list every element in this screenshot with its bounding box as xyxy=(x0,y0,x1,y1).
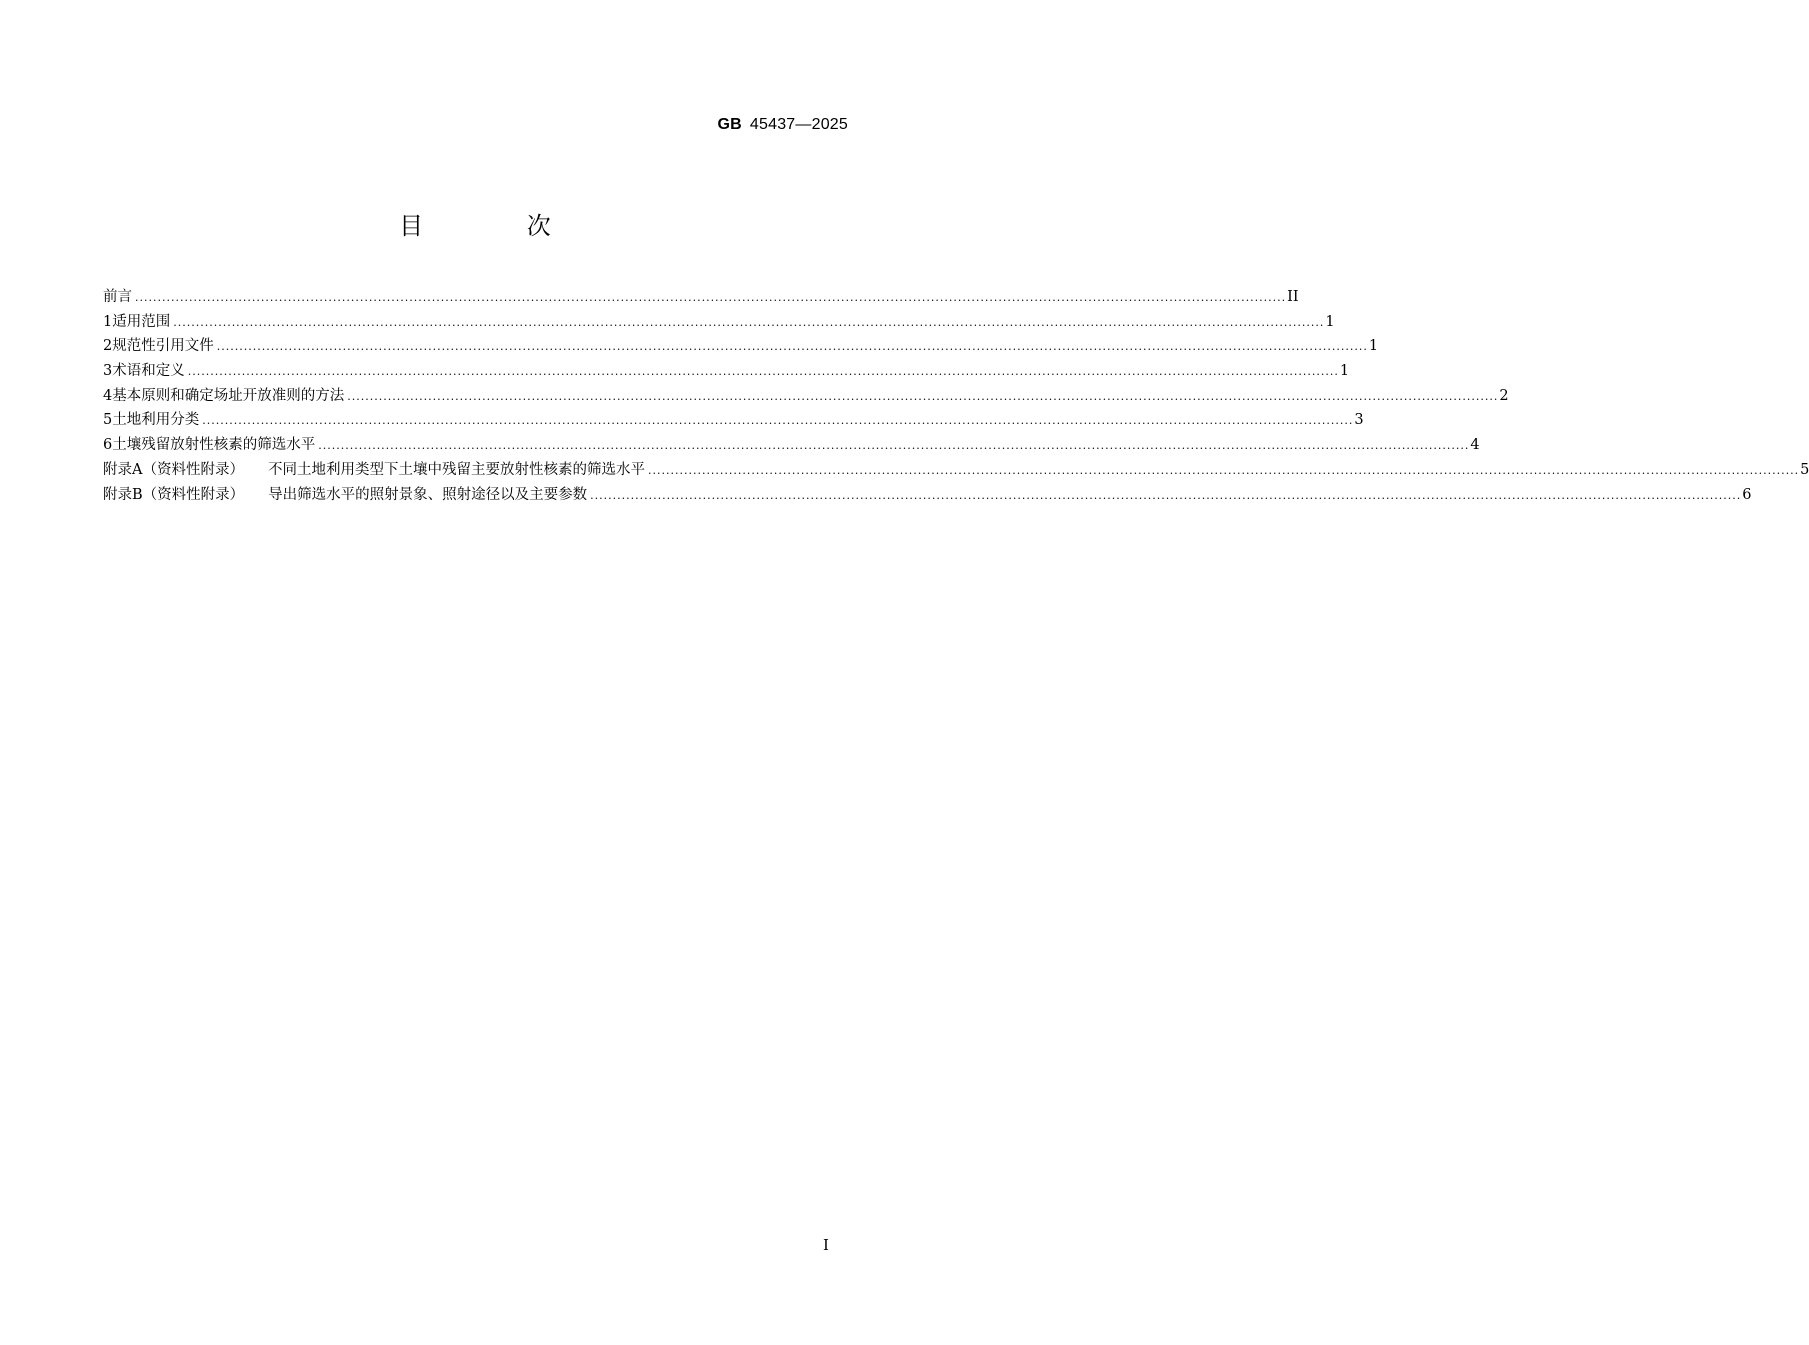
toc-leader-dots: ................................................................................................................................................................................................................................................................ xyxy=(135,291,1287,304)
standard-code xyxy=(718,116,849,134)
toc-entry-label: 导出筛选水平的照射景象、照射途径以及主要参数 xyxy=(268,486,588,503)
toc-entry-label: 不同土地利用类型下土壤中残留主要放射性核素的筛选水平 xyxy=(267,461,645,478)
toc-entry-label: 土地利用分类 xyxy=(112,412,200,429)
toc-entry-number: 3 xyxy=(103,363,113,380)
toc-entry-4[interactable] xyxy=(103,384,1509,409)
toc-leader-dots: ................................................................................................................................................................................................................................................................ xyxy=(318,439,1470,453)
toc-entry-number: 2 xyxy=(103,338,113,355)
toc-entry-5[interactable] xyxy=(103,408,1364,433)
toc-entry-page: 2 xyxy=(1499,387,1509,404)
toc-entry-3[interactable] xyxy=(103,359,1350,384)
toc-leader-dots: ................................................................................................................................................................................................................................................................ xyxy=(202,414,1354,428)
page-title: 目 次 xyxy=(399,212,599,240)
toc-entry-number: 5 xyxy=(103,412,113,429)
toc-entry-page: 4 xyxy=(1470,437,1480,454)
toc-entry-page: 1 xyxy=(1339,363,1350,380)
toc-entry-label: 术语和定义 xyxy=(112,363,185,380)
toc-appendix-number: 附录A（资料性附录） xyxy=(103,461,244,478)
toc-entry-label: 规范性引用文件 xyxy=(112,338,214,355)
toc-entry-page: 1 xyxy=(1325,313,1335,330)
toc-entry-6[interactable] xyxy=(103,433,1480,458)
toc-leader-dots: ................................................................................................................................................................................................................................................................ xyxy=(173,315,1325,329)
table-of-contents xyxy=(103,285,1809,507)
toc-entry-label: 前言 xyxy=(103,289,132,305)
toc-entry-page: II xyxy=(1287,289,1299,305)
toc-entry-label: 土壤残留放射性核素的筛选水平 xyxy=(112,437,316,454)
toc-entry-label: 适用范围 xyxy=(112,313,171,330)
toc-entry-foreword[interactable] xyxy=(103,285,1299,310)
toc-appendix-number: 附录B（资料性附录） xyxy=(103,486,245,503)
toc-entry-appendix-a[interactable] xyxy=(103,458,1809,483)
standard-number: 45437—2025 xyxy=(749,116,848,133)
standard-prefix: GB xyxy=(717,116,742,133)
toc-entry-2[interactable] xyxy=(103,334,1379,359)
toc-entry-page: 6 xyxy=(1742,486,1752,503)
toc-entry-label: 基本原则和确定场址开放准则的方法 xyxy=(112,387,345,404)
toc-entry-page: 3 xyxy=(1354,412,1364,429)
toc-entry-number: 1 xyxy=(103,313,113,330)
toc-entry-number: 6 xyxy=(103,437,113,454)
toc-entry-appendix-b[interactable] xyxy=(103,483,1752,508)
toc-leader-dots: ................................................................................................................................................................................................................................................................ xyxy=(187,365,1339,379)
toc-leader-dots: ................................................................................................................................................................................................................................................................ xyxy=(647,463,1800,477)
toc-entry-page: 1 xyxy=(1368,338,1379,355)
page-number: I xyxy=(823,1236,829,1254)
toc-entry-1[interactable] xyxy=(103,310,1335,335)
toc-entry-number: 4 xyxy=(103,387,113,404)
toc-leader-dots: ................................................................................................................................................................................................................................................................ xyxy=(590,488,1742,502)
toc-leader-dots: ................................................................................................................................................................................................................................................................ xyxy=(347,389,1499,403)
toc-leader-dots: ................................................................................................................................................................................................................................................................ xyxy=(216,340,1368,354)
toc-entry-page: 5 xyxy=(1800,461,1809,478)
